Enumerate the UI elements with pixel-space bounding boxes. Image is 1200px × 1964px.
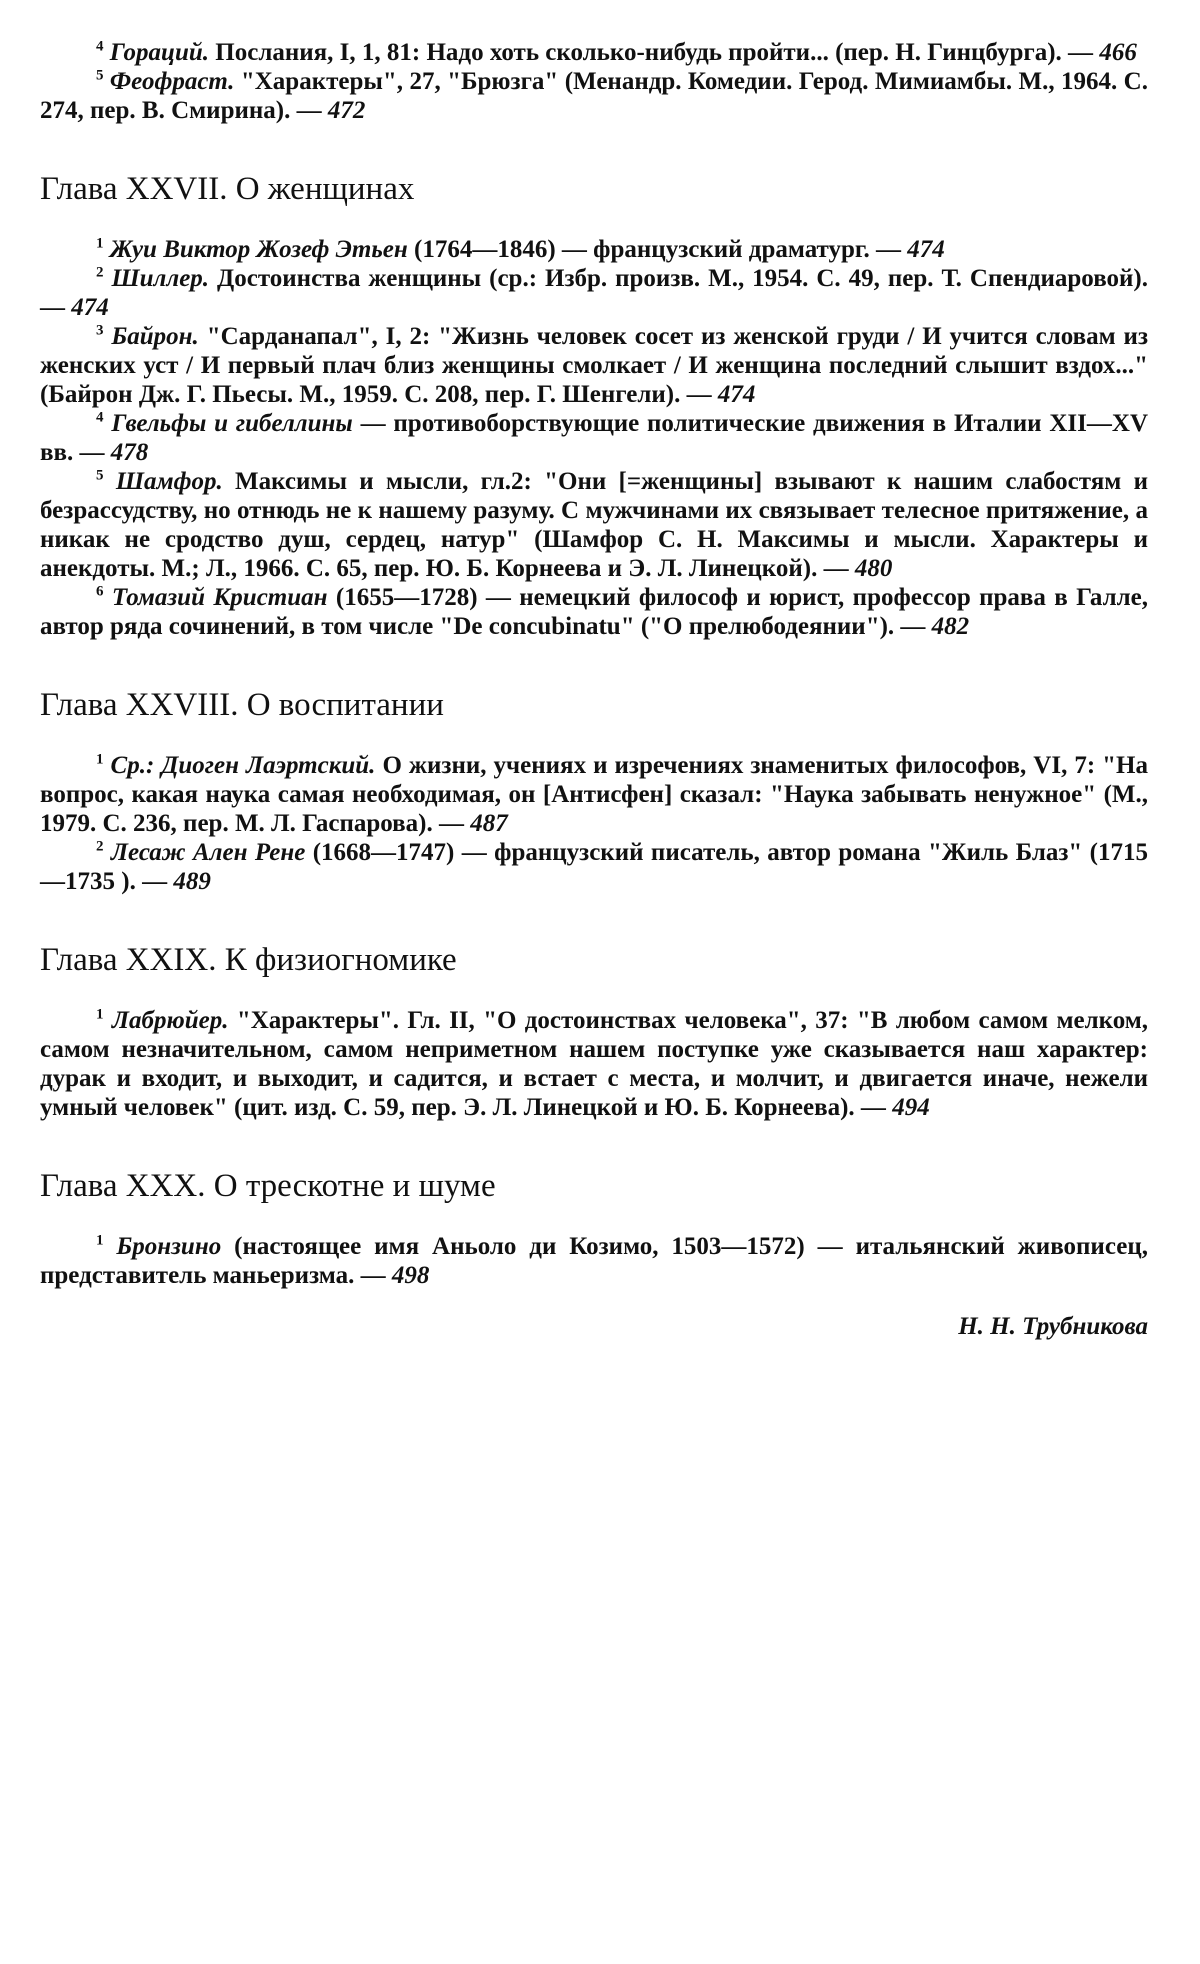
note-name: Бронзино [116, 1233, 222, 1260]
note-page-ref: 478 [110, 439, 149, 466]
note-name: Лабрюйер. [111, 1007, 229, 1034]
note-name: Шамфор. [115, 468, 223, 495]
note-name: Томазий Кристиан [111, 584, 328, 611]
note-number: 1 [96, 1006, 104, 1023]
note-name: Гвельфы и гибеллины [111, 410, 353, 437]
chapter-section [40, 169, 1148, 641]
note-name: Феофраст. [109, 68, 235, 95]
note-name: Байрон. [111, 323, 199, 350]
note [40, 583, 1148, 641]
chapter-section [40, 685, 1148, 896]
note-text: Послания, I, 1, 81: Надо хоть сколько-нибудь пройти... (пер. Н. Гинцбурга). — [209, 39, 1100, 66]
note-number: 4 [96, 38, 104, 55]
note-page-ref: 474 [907, 236, 945, 263]
note-number: 1 [96, 235, 104, 252]
note-number: 6 [96, 583, 104, 600]
note-page-ref: 480 [854, 555, 893, 582]
note [40, 409, 1148, 467]
note-text: (настоящее имя Аньоло ди Козимо, 1503—1572) — итальянский живописец, представитель маньеризма. — [40, 1233, 1148, 1289]
note-text: "Сарданапал", I, 2: "Жизнь человек сосет из женской груди / И учится словам из женских уст / И первый плач близ женщины смолкает / И женщина последний слышит вздох..." (Байрон Дж. Г. Пьесы. М., 1959. С. 208, пер. Г. Шенгели). — [40, 323, 1148, 408]
note-number: 1 [96, 751, 104, 768]
note-number: 1 [96, 1232, 104, 1249]
chapter-title: Глава XXX. О трескотне и шуме [40, 1168, 496, 1204]
note [40, 322, 1148, 409]
note-text: Максимы и мысли, гл.2: "Они [=женщины] взывают к нашим слабостям и безрассудству, но отнюдь не к нашему разуму. С мужчинами их связывает телесное притяжение, а никак не сродство душ, сердец, натур" (Шамфор С. Н. Максимы и мысли. Характеры и анекдоты. М.; Л., 1966. С. 65, пер. Ю. Б. Корнеева и Э. Л. Линецкой). — [40, 468, 1148, 582]
note-number: 2 [96, 838, 104, 855]
note-text: (1655—1728) — немецкий философ и юрист, профессор права в Галле, автор ряда сочинений, в том числе "De concubinatu" ("О прелюбодеянии"). — [40, 584, 1148, 640]
note [40, 467, 1148, 583]
chapter-title: Глава XXIX. К физиогномике [40, 942, 457, 978]
note-page-ref: 489 [173, 868, 211, 895]
note-page-ref: 482 [931, 613, 970, 640]
chapter-title: Глава XXVIII. О воспитании [40, 687, 444, 723]
note-name: Шиллер. [111, 265, 210, 292]
chapter-section [40, 1166, 1148, 1290]
note-number: 5 [96, 467, 104, 484]
note-name: Жуи Виктор Жозеф Этьен [109, 236, 408, 263]
note-number: 2 [96, 264, 104, 281]
author-signature: Н. Н. Трубникова [958, 1313, 1148, 1340]
note [40, 67, 1148, 125]
chapter-title: Глава XXVII. О женщинах [40, 171, 415, 207]
note-text: Достоинства женщины (ср.: Избр. произв. М., 1954. С. 49, пер. Т. Спендиаровой). — [40, 265, 1148, 321]
document-page [40, 38, 1148, 1341]
note [40, 1006, 1148, 1122]
note-name: Ср.: Диоген Лаэртский. [110, 752, 376, 779]
note-text: — противоборствующие политические движения в Италии XII—XV вв. — [40, 410, 1149, 466]
note [40, 1232, 1148, 1290]
chapter-section [40, 940, 1148, 1122]
note-number: 3 [96, 322, 104, 339]
note-text: (1764—1846) — французский драматург. — [407, 236, 908, 263]
note-number: 5 [96, 67, 104, 84]
note [40, 264, 1148, 322]
note-text: (1668—1747) — французский писатель, автор романа "Жиль Блаз" (1715—1735 ). — [40, 839, 1148, 895]
note [40, 838, 1148, 896]
note-text: О жизни, учениях и изречениях знаменитых философов, VI, 7: "На вопрос, какая наука самая необходимая, он [Антисфен] сказал: "Наука забывать ненужное" (М., 1979. С. 236, пер. М. Л. Гаспарова). — [40, 752, 1148, 837]
note-page-ref: 466 [1099, 39, 1137, 66]
note-name: Лесаж Ален Рене [110, 839, 306, 866]
note-page-ref: 498 [391, 1262, 430, 1289]
note-name: Гораций. [109, 39, 210, 66]
note-text: "Характеры". Гл. II, "О достоинствах человека", 37: "В любом самом мелком, самом незначительном, самом неприметном нашем поступке уже сказывается наш характер: дурак и входит, и выходит, и садится, и встает с места, и молчит, и двигается иначе, нежели умный человек" (цит. изд. С. 59, пер. Э. Л. Линецкой и Ю. Б. Корнеева). — [40, 1007, 1149, 1121]
note [40, 235, 1148, 264]
note-page-ref: 474 [717, 381, 756, 408]
note [40, 38, 1148, 67]
note-text: "Характеры", 27, "Брюзга" (Менандр. Комедии. Герод. Мимиамбы. М., 1964. С. 274, пер. В. Смирина). — [40, 68, 1148, 124]
note-number: 4 [96, 409, 104, 426]
note [40, 751, 1148, 838]
note-page-ref: 474 [71, 294, 109, 321]
top-notes [40, 38, 1148, 125]
note-page-ref: 472 [327, 97, 366, 124]
note-page-ref: 494 [892, 1094, 930, 1121]
note-page-ref: 487 [470, 810, 508, 837]
